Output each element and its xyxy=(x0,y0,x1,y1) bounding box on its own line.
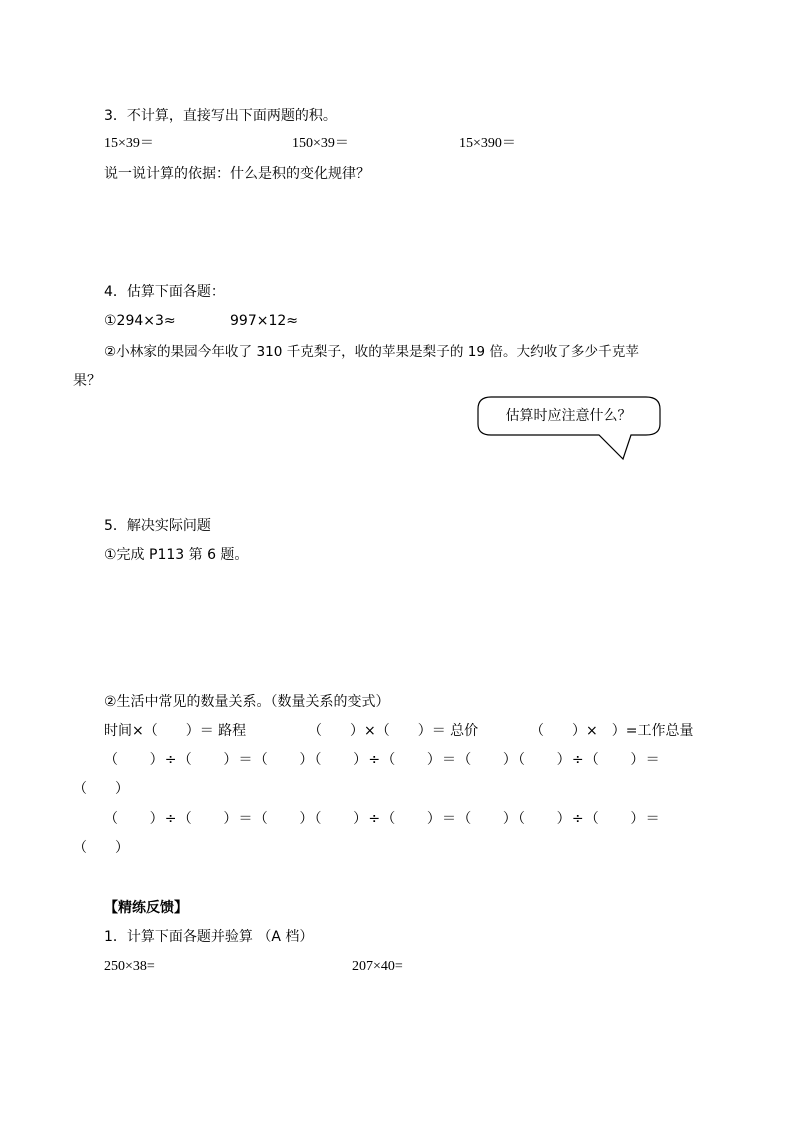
q4-item1-b: 997×12≈ xyxy=(230,313,298,329)
feedback-q1-title: 1．计算下面各题并验算 （A 档） xyxy=(104,929,314,945)
q4-title: 4．估算下面各题： xyxy=(104,284,225,300)
q4-item2-line2: 果？ xyxy=(73,373,101,389)
q5-item1: ①完成 P113 第 6 题。 xyxy=(104,547,249,563)
q5-title: 5．解决实际问题 xyxy=(104,518,211,534)
q3-title: 3．不计算，直接写出下面两题的积。 xyxy=(104,108,337,124)
relation-total-price: （ ）×（ ）＝ 总价 xyxy=(308,723,479,739)
feedback-expr-2: 207×40= xyxy=(352,959,403,974)
relation-time-distance: 时间×（ ）＝ 路程 xyxy=(104,723,247,739)
q3-prompt: 说一说计算的依据：什么是积的变化规律？ xyxy=(104,166,370,182)
q5-item2-title: ②生活中常见的数量关系。（数量关系的变式） xyxy=(104,694,390,710)
q3-expr-3: 15×390＝ xyxy=(459,136,516,151)
q3-expr-1: 15×39＝ xyxy=(104,136,154,151)
relation-total-work: （ ）× ）=工作总量 xyxy=(530,723,694,739)
speech-bubble-text: 估算时应注意什么？ xyxy=(505,408,632,424)
speech-bubble xyxy=(477,396,665,462)
feedback-expr-1: 250×38= xyxy=(104,959,155,974)
q3-expr-2: 150×39＝ xyxy=(292,136,349,151)
q4-item1-a: ①294×3≈ xyxy=(104,313,176,329)
feedback-heading: 【精练反馈】 xyxy=(104,900,188,916)
division-row-a-tail: （ ） xyxy=(73,781,129,797)
division-row-b-tail: （ ） xyxy=(73,840,129,856)
division-row-b: （ ）÷（ ）＝（ ）（ ）÷（ ）＝（ ）（ ）÷（ ）＝ xyxy=(104,811,661,827)
division-row-a: （ ）÷（ ）＝（ ）（ ）÷（ ）＝（ ）（ ）÷（ ）＝ xyxy=(104,752,661,768)
q4-item2-line1: ②小林家的果园今年收了 310 千克梨子，收的苹果是梨子的 19 倍。大约收了多少千克苹 xyxy=(104,344,639,360)
